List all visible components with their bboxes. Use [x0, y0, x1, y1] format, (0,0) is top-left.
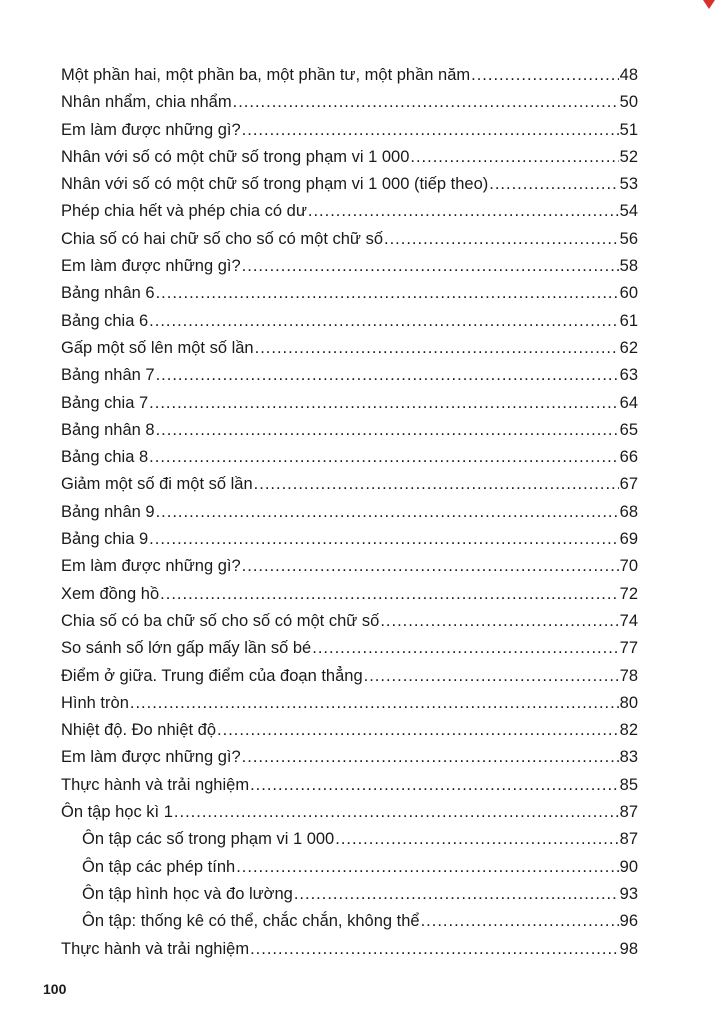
toc-dot-leader	[242, 117, 619, 144]
toc-entry-title: Ôn tập: thống kê có thể, chắc chắn, không thể	[82, 912, 420, 931]
toc-entry-page: 68	[619, 502, 638, 521]
toc-entry-page: 72	[619, 584, 638, 603]
toc-entry	[61, 417, 638, 444]
toc-subentry	[61, 881, 638, 908]
toc-entry-title: Bảng chia 6	[61, 311, 149, 330]
toc-entry-title: Em làm được những gì?	[61, 120, 241, 139]
toc-dot-leader	[156, 280, 619, 307]
toc-dot-leader	[217, 717, 619, 744]
toc-entry	[61, 308, 638, 335]
toc-entry-title: Chia số có ba chữ số cho số có một chữ số	[61, 611, 380, 630]
toc-entry-page: 96	[619, 912, 638, 931]
toc-subentry	[61, 854, 638, 881]
toc-entry-page: 70	[619, 557, 638, 576]
toc-entry-title: Bảng nhân 6	[61, 284, 155, 303]
toc-dot-leader	[233, 89, 619, 116]
toc-entry-page: 67	[619, 475, 638, 494]
toc-entry	[61, 471, 638, 498]
toc-dot-leader	[160, 581, 618, 608]
toc-entry-title: Nhiệt độ. Đo nhiệt độ	[61, 721, 217, 740]
toc-entry-page: 50	[619, 93, 638, 112]
toc-dot-leader	[156, 362, 619, 389]
toc-entry-page: 69	[619, 530, 638, 549]
toc-entry-page: 61	[619, 311, 638, 330]
toc-dot-leader	[236, 854, 618, 881]
toc-entry-title: Em làm được những gì?	[61, 257, 241, 276]
corner-mark	[703, 0, 715, 9]
toc-entry-title: Bảng nhân 9	[61, 502, 155, 521]
toc-dot-leader	[471, 62, 619, 89]
toc-entry	[61, 690, 638, 717]
toc-entry-title: Ôn tập các phép tính	[82, 857, 236, 876]
toc-entry-page: 58	[619, 257, 638, 276]
toc-entry-page: 64	[619, 393, 638, 412]
toc-entry	[61, 362, 638, 389]
toc-entry-page: 53	[619, 175, 638, 194]
toc-entry-page: 65	[619, 420, 638, 439]
toc-dot-leader	[156, 499, 619, 526]
toc-entry	[61, 89, 638, 116]
toc-entry	[61, 717, 638, 744]
toc-entry	[61, 608, 638, 635]
toc-dot-leader	[384, 226, 619, 253]
toc-dot-leader	[149, 308, 618, 335]
toc-entry-page: 87	[619, 803, 638, 822]
toc-entry-page: 93	[619, 884, 638, 903]
toc-entry-title: Bảng chia 8	[61, 448, 149, 467]
toc-entry-page: 87	[619, 830, 638, 849]
toc-entry-title: Thực hành và trải nghiệm	[61, 939, 250, 958]
toc-entry-page: 60	[619, 284, 638, 303]
toc-dot-leader	[130, 690, 619, 717]
toc-entry-title: Phép chia hết và phép chia có dư	[61, 202, 307, 221]
toc-dot-leader	[149, 526, 618, 553]
toc-entry	[61, 198, 638, 225]
toc-entry-title: Bảng nhân 7	[61, 366, 155, 385]
toc-dot-leader	[149, 390, 618, 417]
toc-entry	[61, 280, 638, 307]
toc-entry-title: Gấp một số lên một số lần	[61, 338, 254, 357]
toc-entry-title: Nhân nhẩm, chia nhẩm	[61, 93, 232, 112]
toc-entry	[61, 663, 638, 690]
toc-dot-leader	[254, 471, 619, 498]
toc-subentry	[61, 826, 638, 853]
toc-dot-leader	[335, 826, 618, 853]
toc-entry	[61, 635, 638, 662]
toc-entry	[61, 335, 638, 362]
toc-dot-leader	[410, 144, 618, 171]
toc-entry-title: Ôn tập hình học và đo lường	[82, 884, 293, 903]
toc-dot-leader	[364, 663, 619, 690]
toc-dot-leader	[421, 908, 619, 935]
toc-entry	[61, 144, 638, 171]
toc-entry-page: 56	[619, 229, 638, 248]
toc-entry	[61, 171, 638, 198]
toc-entry-page: 98	[619, 939, 638, 958]
toc-dot-leader	[250, 936, 619, 963]
toc-entry	[61, 772, 638, 799]
toc-entry-page: 78	[619, 666, 638, 685]
toc-entry-page: 62	[619, 338, 638, 357]
toc-dot-leader	[489, 171, 618, 198]
toc-entry-title: Em làm được những gì?	[61, 557, 241, 576]
toc-subentry	[61, 908, 638, 935]
toc-entry-page: 66	[619, 448, 638, 467]
toc-dot-leader	[242, 553, 619, 580]
toc-entry-title: Một phần hai, một phần ba, một phần tư, một phần năm	[61, 66, 471, 84]
table-of-contents	[61, 62, 638, 963]
toc-entry-title: Nhân với số có một chữ số trong phạm vi 1 000 (tiếp theo)	[61, 175, 489, 194]
toc-entry-page: 63	[619, 366, 638, 385]
toc-entry-page: 52	[619, 147, 638, 166]
toc-entry-page: 80	[619, 693, 638, 712]
toc-entry-title: Hình tròn	[61, 693, 129, 712]
toc-entry-page: 74	[619, 611, 638, 630]
toc-dot-leader	[242, 744, 619, 771]
toc-entry	[61, 499, 638, 526]
toc-dot-leader	[380, 608, 618, 635]
toc-entry-page: 83	[619, 748, 638, 767]
toc-dot-leader	[242, 253, 619, 280]
toc-entry-page: 82	[619, 721, 638, 740]
toc-entry-title: Điểm ở giữa. Trung điểm của đoạn thẳng	[61, 666, 363, 685]
toc-entry	[61, 62, 638, 89]
toc-entry-title: Chia số có hai chữ số cho số có một chữ số	[61, 229, 383, 248]
toc-entry	[61, 390, 638, 417]
toc-entry-page: 85	[619, 775, 638, 794]
toc-entry-page: 48	[619, 66, 638, 84]
toc-entry	[61, 936, 638, 963]
toc-entry-page: 77	[619, 639, 638, 658]
toc-entry-title: So sánh số lớn gấp mấy lần số bé	[61, 639, 312, 658]
toc-entry-title: Ôn tập các số trong phạm vi 1 000	[82, 830, 335, 849]
toc-dot-leader	[294, 881, 619, 908]
toc-entry-title: Xem đồng hồ	[61, 584, 160, 603]
toc-entry	[61, 799, 638, 826]
toc-entry	[61, 253, 638, 280]
toc-dot-leader	[308, 198, 619, 225]
toc-dot-leader	[255, 335, 619, 362]
toc-entry-title: Ôn tập học kì 1	[61, 803, 173, 822]
toc-entry	[61, 444, 638, 471]
toc-entry-page: 90	[619, 857, 638, 876]
toc-entry-title: Bảng chia 9	[61, 530, 149, 549]
toc-entry	[61, 526, 638, 553]
toc-entry-title: Giảm một số đi một số lần	[61, 475, 253, 494]
page-number: 100	[43, 981, 67, 997]
toc-entry	[61, 117, 638, 144]
toc-entry	[61, 226, 638, 253]
toc-entry-page: 51	[619, 120, 638, 139]
toc-entry-title: Bảng nhân 8	[61, 420, 155, 439]
toc-entry-title: Em làm được những gì?	[61, 748, 241, 767]
toc-entry-page: 54	[619, 202, 638, 221]
toc-entry	[61, 744, 638, 771]
toc-entry	[61, 581, 638, 608]
toc-entry	[61, 553, 638, 580]
toc-dot-leader	[174, 799, 619, 826]
toc-entry-title: Bảng chia 7	[61, 393, 149, 412]
toc-dot-leader	[250, 772, 619, 799]
toc-entry-title: Thực hành và trải nghiệm	[61, 775, 250, 794]
toc-entry-title: Nhân với số có một chữ số trong phạm vi 1 000	[61, 147, 410, 166]
toc-dot-leader	[312, 635, 618, 662]
toc-dot-leader	[156, 417, 619, 444]
toc-dot-leader	[149, 444, 618, 471]
